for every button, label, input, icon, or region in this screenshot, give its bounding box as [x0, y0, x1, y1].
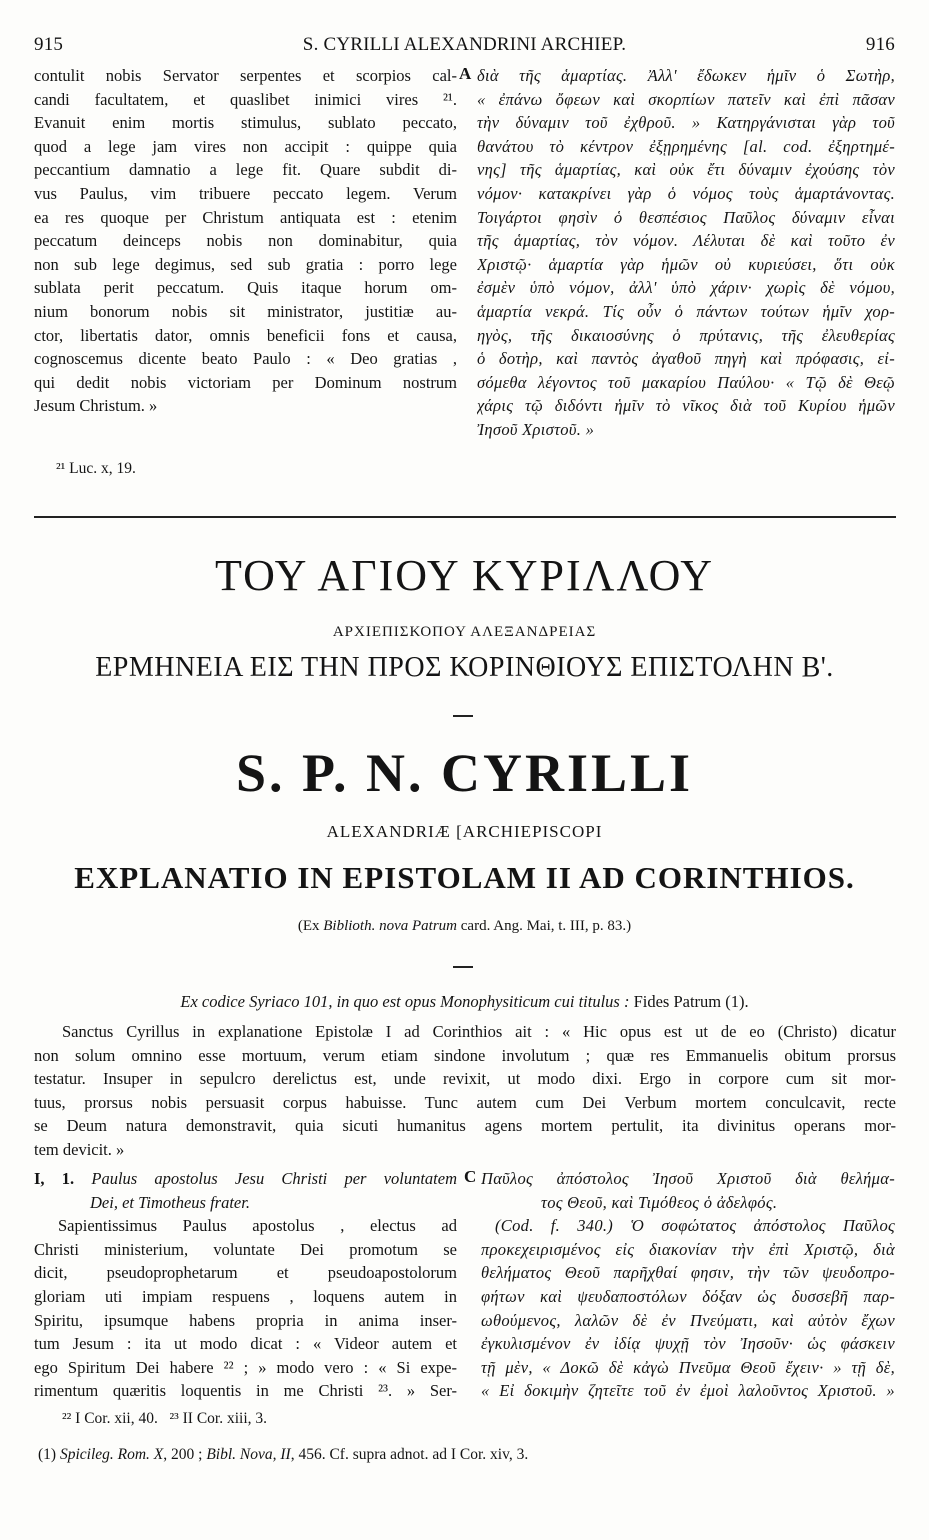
text-line: (Cod. f. 340.) Ὁ σοφώτατος ἀπόστολος Παῦλος	[495, 1216, 895, 1236]
greek-subtitle: ΑΡΧΙΕΠΙΣΚΟΠΟΥ ΑΛΕΞΑΝΔΡΕΙΑΣ	[332, 624, 597, 640]
text-line: tem devicit. »	[34, 1139, 125, 1159]
text-line: προκεχειρισμένος εἰς διακονίαν τὴν ἐπὶ Χριστῷ, διὰ	[481, 1239, 895, 1259]
footnote-21: ²¹ Luc. x, 19.	[56, 460, 136, 477]
text-line: ctor, libertatis dator, omnis beneficii fons et causa,	[34, 325, 457, 345]
text-line: Christi ministerium, voluntate Dei promotum se	[34, 1239, 457, 1259]
verse-reference: I, 1.	[34, 1169, 75, 1188]
text-line: qui dedit nobis victoriam per Dominum nostrum	[34, 372, 457, 392]
running-title: S. CYRILLI ALEXANDRINI ARCHIEP.	[302, 34, 627, 55]
text-line: Τοιγάρτοι φησὶν ὁ θεσπέσιος Παῦλος δύναμιν εἶναι	[477, 207, 895, 227]
greek-work-title: ΕΡΜΗΝΕΙΑ ΕΙΣ ΤΗΝ ΠΡΟΣ ΚΟΡΙΝΘΙΟΥΣ ΕΠΙΣΤΟΛΗΝ Β'.	[95, 652, 834, 683]
text-line: Spiritu, ipsumque habens propria in anima inser-	[34, 1310, 457, 1330]
text-line: Χριστῷ· ἁμαρτία γὰρ ἡμῶν οὐ κυριεύσει, ὅτι οὐκ	[477, 254, 895, 274]
verse-line: Dei, et Timotheus frater.	[90, 1192, 250, 1212]
text-line: θανάτου τὸ κέντρον ἐξῃρημένης [al. cod. ἐξηρτημέ-	[477, 136, 895, 156]
text-line: φήτων καὶ ψευδαποστόλων δόξαν ὡς δυσσεβῆ παρ-	[481, 1286, 895, 1306]
text-line: candi facultatem, et quaslibet inimici vires ²¹.	[34, 89, 457, 109]
top-latin-column	[34, 64, 457, 418]
text-line: tuus, prorsus nobis persuasit corpus habuisse. Tunc autem cum Dei Verbum mortem conculcavit, recte	[34, 1092, 896, 1112]
column-marker-a: A	[459, 64, 472, 83]
page-number-left: 915	[34, 34, 64, 55]
top-greek-column	[477, 64, 895, 442]
text-line: cognoscemus dicente beato Paulo : « Deo gratias ,	[34, 349, 457, 369]
text-line: non solum omnino esse mortuum, verum etiam sindone involutum ; quæ res Emmanuelis obitum prorsus	[34, 1045, 896, 1065]
text-line: ἐγκυλισμένον ἐν ἰδίᾳ ψυχῇ τὸν Ἰησοῦν· ὡς φάσκειν	[481, 1334, 895, 1354]
text-line: ἐσμὲν ὑπὸ νόμον, ἀλλ' ὑπὸ χάριν· χωρὶς δὲ νόμου,	[477, 278, 895, 298]
text-line: « ἐπάνω ὄφεων καὶ σκορπίων πατεῖν καὶ ἐπὶ πᾶσαν	[477, 89, 895, 109]
text-line: vus Paulus, vim tribuere peccato legem. Verum	[34, 183, 457, 203]
text-line: tum Jesum : ita ut modo dicat : « Videor autem et	[34, 1334, 457, 1354]
text-line: ea res quoque per Christum antiquata est : etenim	[34, 207, 457, 227]
text-line: contulit nobis Servator serpentes et scorpios cal-	[34, 66, 457, 85]
greek-main-title: ΤΟΥ ΑΓΙΟΥ ΚΥΡΙΛΛΟΥ	[214, 551, 714, 600]
text-line: Jesum Christum. »	[34, 396, 158, 416]
source-citation: (Ex Biblioth. nova Patrum card. Ang. Mai, t. III, p. 83.)	[297, 918, 632, 934]
text-line: ἁμαρτία νεκρά. Τίς οὖν ὁ πάντων τούτων ἡμῖν χορ-	[477, 301, 895, 321]
bottom-greek-column	[481, 1167, 895, 1403]
text-line: « Εἰ δοκιμὴν ζητεῖτε τοῦ ἐν ἐμοὶ λαλοῦντος Χριστοῦ. »	[481, 1381, 895, 1401]
text-line: se Deum natura demonstravit, quia sicuti humanitus agens mortem pertulit, ita divinitus operans mor-	[34, 1116, 896, 1136]
text-line: Sapientissimus Paulus apostolus , electus ad	[58, 1216, 457, 1236]
text-line: διὰ τῆς ἁμαρτίας. Ἀλλ' ἔδωκεν ἡμῖν ὁ Σωτὴρ,	[477, 66, 895, 85]
text-line: gloriam uti impiam respuens , loquens autem in	[34, 1286, 457, 1306]
footnotes-22-23: ²² I Cor. xii, 40. ²³ II Cor. xiii, 3.	[62, 1410, 268, 1427]
text-line: sublata perit peccatum. Quis itaque horum om-	[34, 278, 457, 298]
column-marker-c: C	[464, 1167, 477, 1186]
text-line: Evanuit enim mortis stimulus, sublato peccato,	[34, 113, 457, 133]
text-line: rimentum quæritis loquentis in me Christi ²³. » Ser-	[34, 1381, 457, 1401]
latin-main-title: S. P. N. CYRILLI	[235, 743, 694, 803]
text-line: ego Spiritum Dei habere ²² ; » modo vero : « Si expe-	[34, 1357, 457, 1377]
text-line: dicit, pseudoprophetarum et pseudoapostolorum	[34, 1263, 457, 1283]
text-line: νης] τῆς ἁμαρτίας, καὶ οὐκ ἔτι δύναμιν ἐχούσης τὸν	[477, 160, 895, 180]
section-divider	[34, 516, 896, 518]
text-line: testatur. Insuper in sepulcro derelictus est, unde revixit, ut modo dixi. Ergo in corpore cum sit mor-	[34, 1069, 896, 1089]
text-line: non sub lege degimus, sed sub gratia : porro lege	[34, 254, 457, 274]
text-line: peccantium damnatio a lege fit. Quare subdit di-	[34, 160, 457, 180]
text-line: Sanctus Cyrillus in explanatione Epistolæ I ad Corinthios ait : « Hic opus est ut de eo (Christo) dicatur	[62, 1022, 896, 1041]
title-dash	[453, 715, 473, 717]
text-line: ὁ δοτὴρ, καὶ παντὸς ἀγαθοῦ πηγὴ καὶ πρόφασις, εἰ-	[477, 349, 895, 369]
text-line: Ἰησοῦ Χριστοῦ. »	[477, 419, 595, 439]
text-line: ηγὸς, τῆς δικαιοσύνης ὁ πρύτανις, τῆς ἐλευθερίας	[477, 325, 895, 345]
verse-line: I, 1. Paulus apostolus Jesu Christi per voluntatem	[34, 1169, 457, 1188]
bottom-latin-column	[34, 1167, 457, 1403]
syriac-heading: Ex codice Syriaco 101, in quo est opus Monophysiticum cui titulus : Fides Patrum (1).	[180, 992, 749, 1011]
text-line: nium bonorum nobis sit ministrator, justitiæ au-	[34, 301, 457, 321]
text-line: τὴν δύναμιν τοῦ ἐχθροῦ. » Κατηργάνισται γὰρ τοῦ	[477, 113, 895, 133]
text-line: peccatum deinceps nobis non dominabitur, quia	[34, 231, 457, 251]
verse-line: Παῦλος ἀπόστολος Ἰησοῦ Χριστοῦ διὰ θελήμα-	[481, 1169, 895, 1188]
text-line: quod a lege jam vires non accipit : quippe quia	[34, 136, 457, 156]
syriac-paragraph	[34, 1020, 896, 1162]
text-line: τῇ μὲν, « Δοκῶ δὲ κἀγὼ Πνεῦμα Θεοῦ ἔχειν· » τῇ δὲ,	[481, 1357, 895, 1377]
text-line: νόμον· κατακρίνει γὰρ ὁ νόμος τοὺς ἁμαρτάνοντας.	[477, 183, 895, 203]
title-dash	[453, 966, 473, 968]
text-line: τῆς ἁμαρτίας, τὸν νόμον. Λέλυται δὲ καὶ τοῦτο ἐν	[477, 231, 895, 251]
text-line: θελήματος Θεοῦ παρῆχθαί φησιν, τὴν τῶν ψευδοπρο-	[481, 1263, 895, 1283]
latin-subtitle: ALEXANDRIÆ [ARCHIEPISCOPI	[326, 822, 603, 841]
text-line: ωθούμενος, λαλῶν δὲ ἐν Πνεύματι, καὶ αὐτὸν ἔχων	[481, 1310, 895, 1330]
page-number-right: 916	[865, 34, 895, 55]
text-line: χάρις τῷ διδόντι ἡμῖν τὸ νῖκος διὰ τοῦ Κυρίου ἡμῶν	[477, 396, 895, 416]
latin-work-title: EXPLANATIO IN EPISTOLAM II AD CORINTHIOS.	[74, 860, 855, 895]
footnote-1: (1) Spicileg. Rom. X, 200 ; Bibl. Nova, II, 456. Cf. supra adnot. ad I Cor. xiv, 3.	[38, 1446, 529, 1463]
verse-line: τος Θεοῦ, καὶ Τιμόθεος ὁ ἀδελφός.	[541, 1192, 778, 1212]
text-line: σόμεθα λέγοντος τοῦ μακαρίου Παύλου· « Τῷ δὲ Θεῷ	[477, 372, 895, 392]
